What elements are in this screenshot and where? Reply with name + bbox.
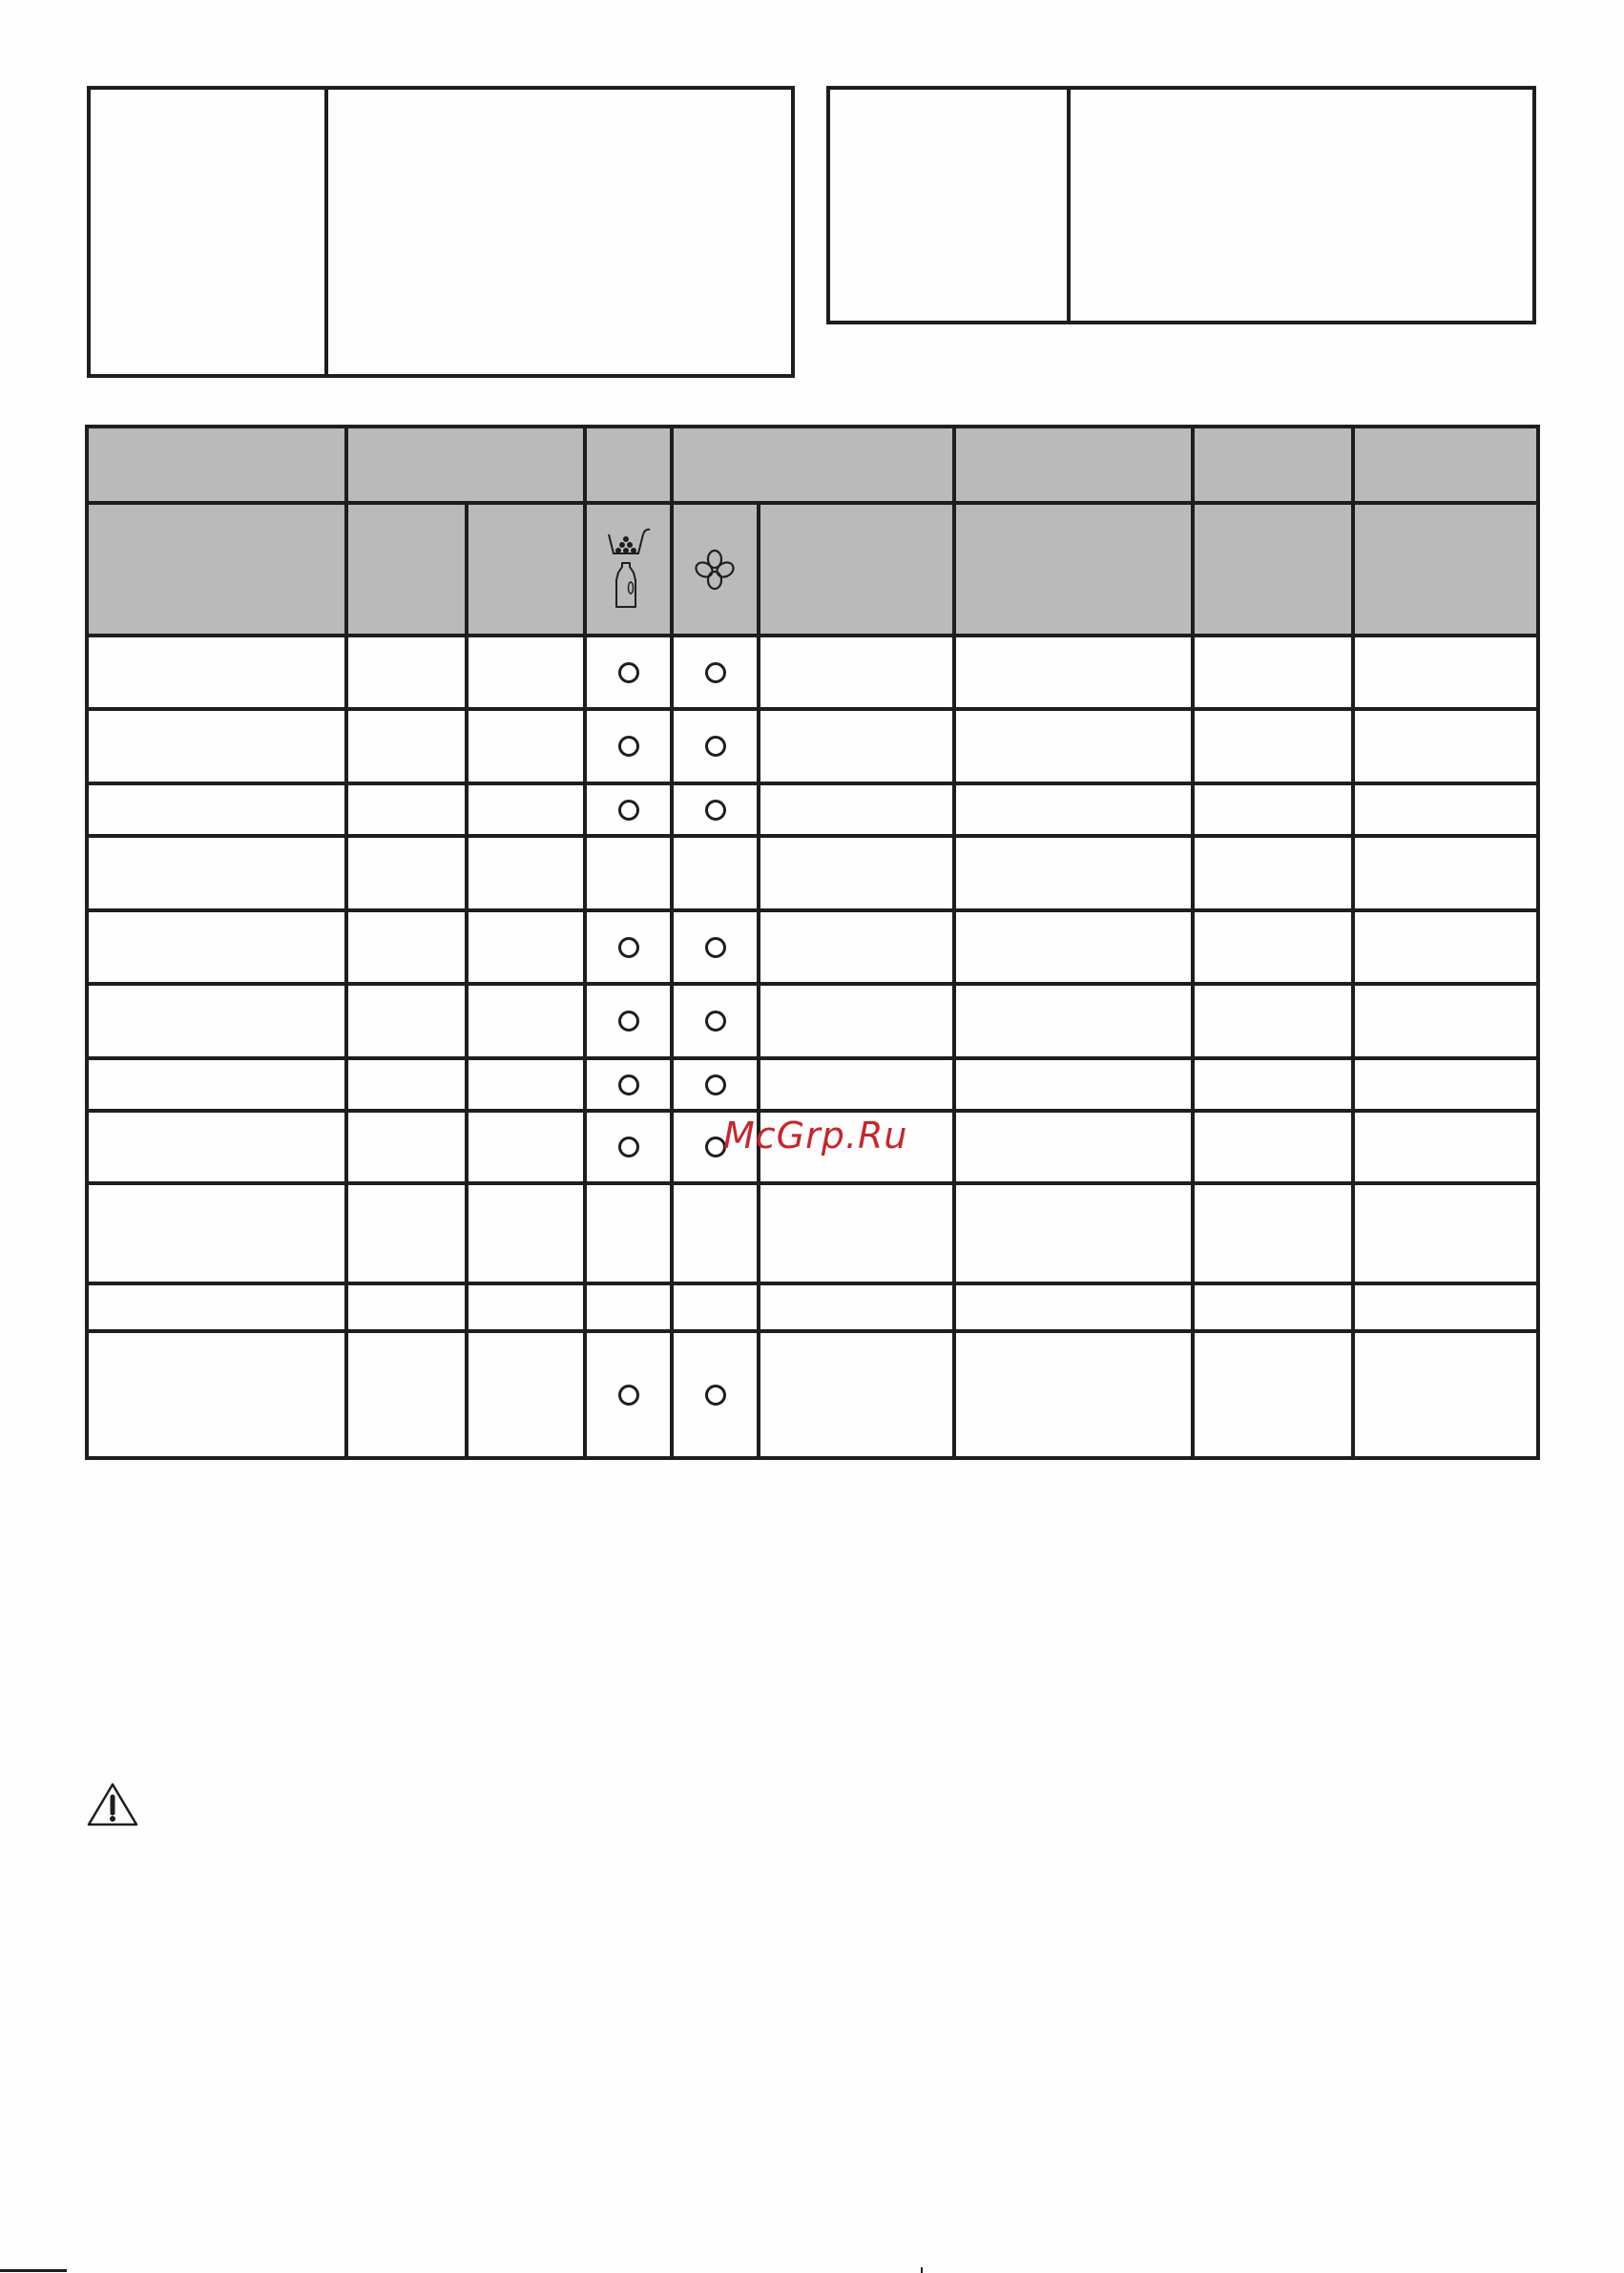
prewash-detergent-icon — [605, 527, 653, 615]
softener-option-mark — [705, 662, 726, 683]
detergent-option-mark — [618, 1011, 639, 1032]
softener-option-mark — [705, 1385, 726, 1406]
table-row-rule — [85, 982, 1540, 986]
softener-option-mark — [705, 1011, 726, 1032]
table-row-rule — [85, 1109, 1540, 1113]
info-box-right — [826, 86, 1536, 324]
detergent-option-mark — [618, 662, 639, 683]
info-box-left — [87, 86, 795, 378]
table-row-rule — [85, 908, 1540, 912]
table-column-rule — [1536, 427, 1540, 1460]
footer-tick — [921, 2267, 923, 2273]
info-box-left-label-cell — [91, 90, 324, 374]
softener-option-mark — [705, 937, 726, 958]
table-column-rule — [1351, 427, 1355, 1460]
softener-option-mark — [705, 800, 726, 821]
table-row-rule — [85, 707, 1540, 711]
table-header-rule — [85, 501, 956, 505]
table-row-rule — [85, 1329, 1540, 1333]
table-row-rule — [85, 1181, 1540, 1185]
detergent-option-mark — [618, 937, 639, 958]
table-header — [87, 427, 1538, 636]
table-row-rule — [85, 634, 1540, 637]
warning-triangle-icon — [86, 1781, 139, 1833]
info-box-left-text-cell — [324, 90, 791, 374]
table-column-rule — [85, 427, 89, 1460]
detergent-option-mark — [618, 1385, 639, 1406]
table-row-rule — [85, 782, 1540, 785]
info-box-right-text-cell — [1067, 90, 1532, 321]
table-row-rule — [85, 834, 1540, 838]
table-column-rule — [344, 427, 348, 1460]
footer-rule — [0, 2269, 67, 2272]
table-column-rule — [670, 427, 674, 1460]
table-row-rule — [85, 1056, 1540, 1060]
softener-option-mark — [705, 736, 726, 757]
detergent-option-mark — [618, 1074, 639, 1095]
table-column-rule — [583, 427, 587, 1460]
table-row-rule — [85, 1456, 1540, 1460]
fabric-softener-icon — [694, 549, 736, 595]
table-row-rule — [85, 425, 1540, 428]
table-column-rule — [1191, 427, 1195, 1460]
softener-option-mark — [705, 1074, 726, 1095]
detergent-option-mark — [618, 1136, 639, 1157]
watermark: McGrp.Ru — [723, 1115, 908, 1157]
table-column-rule — [952, 427, 956, 1460]
table-row-rule — [85, 1282, 1540, 1285]
info-box-right-label-cell — [830, 90, 1067, 321]
detergent-option-mark — [618, 800, 639, 821]
detergent-option-mark — [618, 736, 639, 757]
